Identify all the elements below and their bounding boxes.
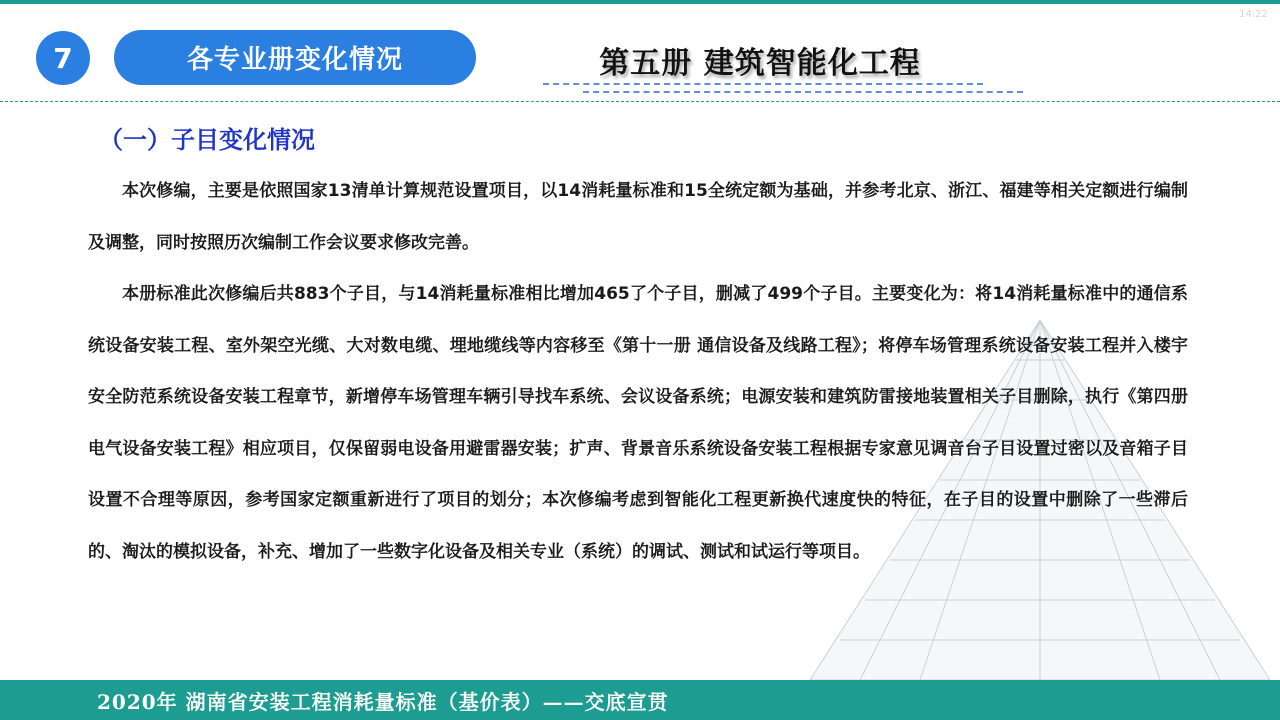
footer-text: 2020年 湖南省安装工程消耗量标准（基价表）——交底宣贯	[97, 690, 669, 714]
corner-label: 14:22	[1239, 9, 1268, 20]
decorative-dash-line	[543, 83, 983, 85]
volume-title: 第五册 建筑智能化工程	[599, 46, 921, 81]
paragraph-1: 本次修编，主要是依照国家13清单计算规范设置项目，以14消耗量标准和15全统定额为基础，并参考北京、浙江、福建等相关定额进行编制及调整，同时按照历次编制工作会议要求修改完善。	[88, 181, 1188, 253]
subsection-title: （一）子目变化情况	[99, 126, 315, 154]
body-text	[88, 166, 1188, 578]
paragraph-2: 本册标准此次修编后共883个子目，与14消耗量标准相比增加465了个子目，删减了499个子目。主要变化为：将14消耗量标准中的通信系统设备安装工程、室外架空光缆、大对数电缆、埋地缆线等内容移至《第十一册 通信设备及线路工程》；将停车场管理系统设备安装工程并入楼宇安全防范系统设备安装工程章节，新增停车场管理车辆引导找车系统、会议设备系统；电源安装和建筑防雷接地装置相关子目删除，执行《第四册 电气设备安装工程》相应项目，仅保留弱电设备用避雷器安装；扩声、背景音乐系统设备安装工程根据专家意见调音台子目设置过密以及音箱子目设置不合理等原因，参考国家定额重新进行了项目的划分；本次修编考虑到智能化工程更新换代速度快的特征，在子目的设置中删除了一些滞后的、淘汰的模拟设备，补充、增加了一些数字化设备及相关专业（系统）的调试、测试和试运行等项目。	[88, 284, 1188, 562]
decorative-dash-line	[583, 91, 1023, 93]
top-accent-bar	[0, 0, 1280, 4]
header-divider	[0, 101, 1280, 102]
section-title-pill: 各专业册变化情况	[114, 30, 476, 85]
section-number-badge: 7	[36, 31, 90, 85]
